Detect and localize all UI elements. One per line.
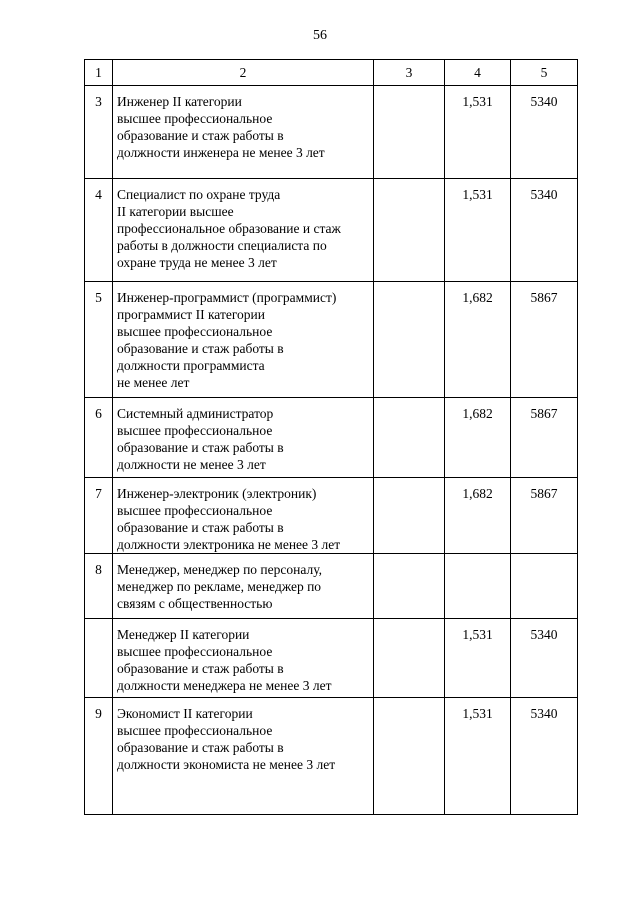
description-line: должности менеджера не менее 3 лет [117, 678, 332, 693]
row-number-cell [85, 619, 113, 698]
table-row [85, 179, 578, 282]
description-line: связям с общественностью [117, 596, 273, 611]
description-line: образование и стаж работы в [117, 128, 284, 143]
salary-cell: 5340 [511, 619, 578, 698]
description-line: высшее профессиональное [117, 723, 273, 738]
coefficient-cell: 1,531 [445, 86, 511, 179]
position-description-cell [113, 282, 374, 398]
description-line: не менее лет [117, 375, 190, 390]
description-line: охране труда не менее 3 лет [117, 255, 277, 270]
table-row [85, 86, 578, 179]
header-cell: 1 [85, 60, 113, 86]
description-line: образование и стаж работы в [117, 341, 284, 356]
salary-cell: 5867 [511, 282, 578, 398]
row-number-cell: 8 [85, 554, 113, 619]
table-row [85, 282, 578, 398]
description-line: должности электроника не менее 3 лет [117, 537, 341, 552]
column-3-cell [374, 282, 445, 398]
description-line: должности инженера не менее 3 лет [117, 145, 325, 160]
column-3-cell [374, 554, 445, 619]
description-line: менеджер по рекламе, менеджер по [117, 579, 322, 594]
position-description-cell [113, 698, 374, 815]
table-row [85, 698, 578, 815]
table-header-row [85, 60, 578, 86]
description-line: Инженер II категории [117, 94, 242, 109]
description-line: высшее профессиональное [117, 503, 273, 518]
salary-cell: 5340 [511, 179, 578, 282]
position-description-cell [113, 398, 374, 478]
description-line: Менеджер, менеджер по персоналу, [117, 562, 322, 577]
column-3-cell [374, 619, 445, 698]
position-description-cell [113, 554, 374, 619]
row-number-cell: 6 [85, 398, 113, 478]
salary-cell: 5867 [511, 478, 578, 554]
description-line: Инженер-программист (программист) [117, 290, 337, 305]
position-description-cell [113, 86, 374, 179]
description-line: образование и стаж работы в [117, 520, 284, 535]
table-row [85, 554, 578, 619]
position-description-cell [113, 179, 374, 282]
description-line: Инженер-электроник (электроник) [117, 486, 317, 501]
description-line: образование и стаж работы в [117, 661, 284, 676]
description-line: Специалист по охране труда [117, 187, 281, 202]
salary-cell: 5340 [511, 86, 578, 179]
description-line: высшее профессиональное [117, 324, 273, 339]
table-row [85, 478, 578, 554]
description-line: программист II категории [117, 307, 265, 322]
table-row [85, 619, 578, 698]
header-cell: 2 [113, 60, 374, 86]
description-line: профессиональное образование и стаж [117, 221, 341, 236]
description-line: работы в должности специалиста по [117, 238, 327, 253]
row-number-cell: 3 [85, 86, 113, 179]
description-line: высшее профессиональное [117, 111, 273, 126]
description-line: высшее профессиональное [117, 644, 273, 659]
coefficient-cell: 1,531 [445, 619, 511, 698]
header-cell: 3 [374, 60, 445, 86]
column-3-cell [374, 86, 445, 179]
salary-cell: 5340 [511, 698, 578, 815]
description-line: высшее профессиональное [117, 423, 273, 438]
description-line: II категории высшее [117, 204, 234, 219]
description-line: должности экономиста не менее 3 лет [117, 757, 336, 772]
row-number-cell: 4 [85, 179, 113, 282]
column-3-cell [374, 398, 445, 478]
description-line: должности программиста [117, 358, 265, 373]
description-line: Менеджер II категории [117, 627, 250, 642]
description-line: образование и стаж работы в [117, 440, 284, 455]
description-line: образование и стаж работы в [117, 740, 284, 755]
staff-table [84, 59, 578, 815]
column-3-cell [374, 698, 445, 815]
row-number-cell: 5 [85, 282, 113, 398]
row-number-cell: 9 [85, 698, 113, 815]
row-number-cell: 7 [85, 478, 113, 554]
coefficient-cell: 1,531 [445, 698, 511, 815]
salary-cell: 5867 [511, 398, 578, 478]
header-cell: 5 [511, 60, 578, 86]
header-cell: 4 [445, 60, 511, 86]
table-row [85, 398, 578, 478]
position-description-cell [113, 619, 374, 698]
coefficient-cell: 1,682 [445, 398, 511, 478]
salary-cell [511, 554, 578, 619]
position-description-cell [113, 478, 374, 554]
description-line: должности не менее 3 лет [117, 457, 266, 472]
column-3-cell [374, 478, 445, 554]
page-number: 56 [313, 28, 327, 43]
coefficient-cell: 1,682 [445, 282, 511, 398]
coefficient-cell: 1,682 [445, 478, 511, 554]
description-line: Экономист II категории [117, 706, 253, 721]
description-line: Системный администратор [117, 406, 274, 421]
column-3-cell [374, 179, 445, 282]
coefficient-cell: 1,531 [445, 179, 511, 282]
coefficient-cell [445, 554, 511, 619]
